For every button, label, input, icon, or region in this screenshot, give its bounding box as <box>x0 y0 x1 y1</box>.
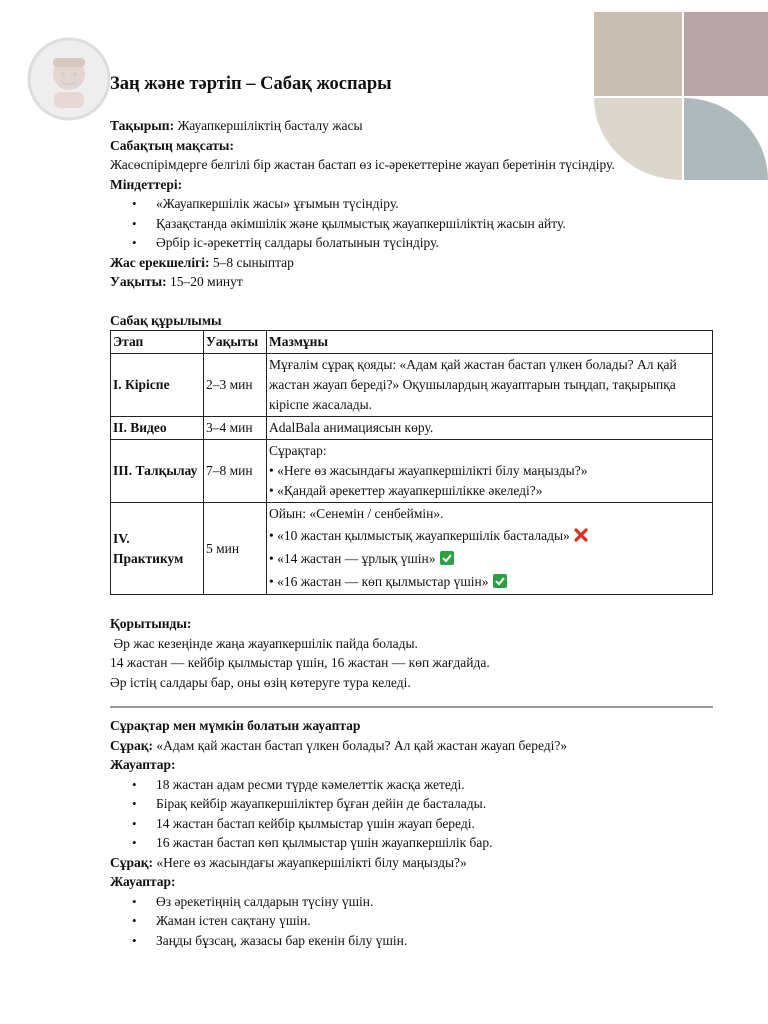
list-item: • Өз әрекетіңнің салдарын түсіну үшін. <box>110 892 720 912</box>
conclusion-line: Әр істің салдары бар, оны өзің көтеруге тура келеді. <box>110 674 411 690</box>
list-item: • Әрбір іс-әрекеттің салдары болатынын түсіндіру. <box>110 233 720 253</box>
cross-icon <box>574 528 588 542</box>
list-item: • 14 жастан бастап кейбір қылмыстар үшін жауап береді. <box>110 814 720 834</box>
content-cell: Мұғалім сұрақ қояды: «Адам қай жастан бастап үлкен болады? Ал қай жастан жауап береді?» Оқушылардың жауаптарын тыңдап, тақырыпқа кіріспе жасалады. <box>267 354 713 417</box>
divider <box>110 706 713 708</box>
list-item: • 18 жастан адам ресми түрде кәмелеттік жасқа жетеді. <box>110 775 720 795</box>
time-line: Уақыты: 15–20 минут <box>110 274 243 289</box>
table-row <box>111 440 713 503</box>
answers-list <box>110 775 720 853</box>
tasks-list <box>110 194 720 253</box>
column-header: Мазмұны <box>267 331 713 354</box>
conclusion-line: 14 жастан — кейбір қылмыстар үшін, 16 жастан — көп жағдайда. <box>110 655 490 670</box>
answers-list <box>110 892 720 951</box>
stage-cell: I. Кіріспе <box>111 354 204 417</box>
list-item: • 16 жастан бастап көп қылмыстар үшін жауапкершілік бар. <box>110 833 720 853</box>
page-title: Заң және тәртіп – Сабақ жоспары <box>110 74 392 94</box>
question-line: Сұрақ: «Неге өз жасындағы жауапкершілікті білу маңызды?» <box>110 854 467 870</box>
time-cell: 5 мин <box>204 503 267 595</box>
time-cell: 7–8 мин <box>204 440 267 503</box>
content-cell: Ойын: «Сенемін / сенбеймін». • «10 жастан қылмыстық жауапкершілік басталады» • «14 жастан — ұрлық үшін» • «16 жастан — көп қылмыстар үшін» <box>267 503 713 595</box>
deco-mauve-quarter <box>684 12 768 96</box>
conclusion-label: Қорытынды: <box>110 616 192 631</box>
list-item: • Заңды бұзсаң, жазасы бар екенін білу үшін. <box>110 931 720 951</box>
table-row <box>111 354 713 417</box>
answers-label: Жауаптар: <box>110 757 176 772</box>
table-row <box>111 503 713 595</box>
column-header: Уақыты <box>204 331 267 354</box>
list-item: • «Жауапкершілік жасы» ұғымын түсіндіру. <box>110 194 720 214</box>
time-cell: 2–3 мин <box>204 354 267 417</box>
check-icon <box>493 574 507 588</box>
answers-label: Жауаптар: <box>110 874 176 889</box>
deco-beige-quarter <box>594 12 682 96</box>
tasks-label: Міндеттері: <box>110 176 183 192</box>
check-icon <box>440 551 454 565</box>
content-cell: AdalBala анимациясын көру. <box>267 417 713 440</box>
stage-cell: IV. Практикум <box>111 503 204 595</box>
list-item: • Жаман істен сақтану үшін. <box>110 911 720 931</box>
structure-table <box>110 330 713 595</box>
stage-cell: II. Видео <box>111 417 204 440</box>
topic-line: Тақырып: Жауапкершіліктің басталу жасы <box>110 118 363 133</box>
time-cell: 3–4 мин <box>204 417 267 440</box>
column-header: Этап <box>111 331 204 354</box>
logo-watermark <box>26 36 112 122</box>
qa-heading: Сұрақтар мен мүмкін болатын жауаптар <box>110 718 361 733</box>
goal-label: Сабақтың мақсаты: <box>110 137 234 153</box>
structure-heading: Сабақ құрылымы <box>110 312 222 328</box>
list-item: • Қазақстанда әкімшілік және қылмыстық жауапкершіліктің жасын айту. <box>110 214 720 234</box>
lesson-plan-body <box>110 116 720 950</box>
list-item: • Бірақ кейбір жауапкершіліктер бұған дейін де басталады. <box>110 794 720 814</box>
question-line: Сұрақ: «Адам қай жастан бастап үлкен болады? Ал қай жастан жауап береді?» <box>110 737 568 753</box>
content-cell: Сұрақтар: • «Неге өз жасындағы жауапкершілікті білу маңызды?» • «Қандай әрекеттер жауапкершілікке әкеледі?» <box>267 440 713 503</box>
goal-text: Жасөспірімдерге белгілі бір жастан бастап өз іс-әрекеттеріне жауап беретінін түсіндіру. <box>110 157 615 172</box>
table-header-row <box>111 331 713 354</box>
stage-cell: III. Талқылау <box>111 440 204 503</box>
conclusion-line: Әр жас кезеңінде жаңа жауапкершілік пайда болады. <box>110 635 418 651</box>
age-line: Жас ерекшелігі: 5–8 сыныптар <box>110 254 294 270</box>
table-row <box>111 417 713 440</box>
